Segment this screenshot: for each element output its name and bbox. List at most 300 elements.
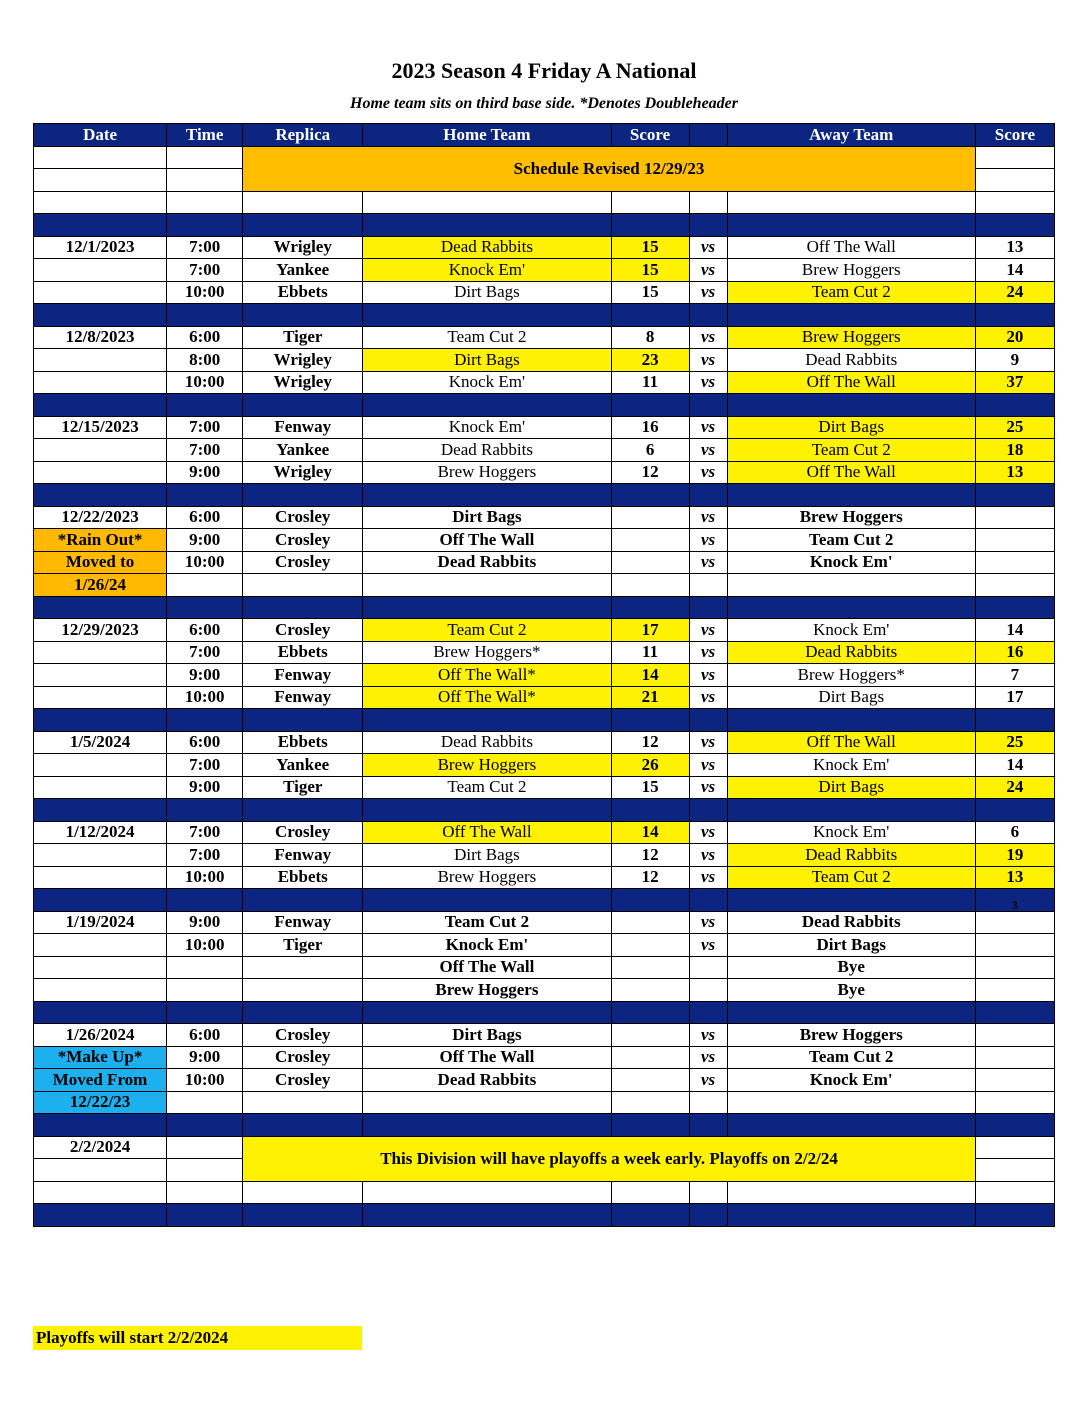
- game-row: [34, 754, 1055, 777]
- vs-label: vs: [689, 934, 727, 957]
- home-score: [611, 1024, 689, 1047]
- week-date: 1/5/2024: [34, 731, 167, 754]
- home-team: Dirt Bags: [363, 1024, 611, 1047]
- game-time: 9:00: [167, 911, 243, 934]
- game-time: 9:00: [167, 776, 243, 799]
- away-score: 14: [975, 754, 1054, 777]
- replica-field: [243, 956, 363, 979]
- game-row: [34, 506, 1055, 529]
- week-separator: [34, 394, 1055, 417]
- separator-cell: [727, 799, 975, 822]
- separator-cell: [34, 889, 167, 912]
- separator-cell: [689, 484, 727, 507]
- game-time: 10:00: [167, 551, 243, 574]
- separator-cell: [363, 1204, 611, 1227]
- empty-cell: [34, 146, 167, 169]
- home-score: 15: [611, 259, 689, 282]
- home-score: 12: [611, 844, 689, 867]
- game-time: 7:00: [167, 236, 243, 259]
- empty-cell: [167, 191, 243, 214]
- home-team: Brew Hoggers: [363, 461, 611, 484]
- separator-cell: [975, 394, 1054, 417]
- playoff-note: This Division will have playoffs a week early. Playoffs on 2/2/24: [243, 1136, 976, 1181]
- empty-cell: [34, 934, 167, 957]
- separator-cell: [363, 484, 611, 507]
- home-score: 26: [611, 754, 689, 777]
- replica-field: Crosley: [243, 1046, 363, 1069]
- game-row: [34, 461, 1055, 484]
- separator-cell: [727, 304, 975, 327]
- separator-cell: [975, 799, 1054, 822]
- separator-cell: [34, 1204, 167, 1227]
- away-score: [975, 911, 1054, 934]
- away-score: [975, 934, 1054, 957]
- home-score: 6: [611, 439, 689, 462]
- empty-cell: [975, 169, 1054, 192]
- revised-row: [34, 146, 1055, 169]
- separator-cell: [363, 1001, 611, 1024]
- home-team: Dead Rabbits: [363, 551, 611, 574]
- empty-cell: [975, 1159, 1054, 1182]
- away-score: 25: [975, 416, 1054, 439]
- empty-cell: [611, 1181, 689, 1204]
- game-time: 10:00: [167, 1069, 243, 1092]
- week-date: 12/15/2023: [34, 416, 167, 439]
- game-time: [167, 956, 243, 979]
- week-separator: [34, 889, 1055, 912]
- header-row: [34, 124, 1055, 147]
- away-score: 9: [975, 349, 1054, 372]
- separator-cell: 3: [975, 889, 1054, 912]
- vs-label: vs: [689, 1046, 727, 1069]
- home-score: 14: [611, 821, 689, 844]
- away-score: [975, 1024, 1054, 1047]
- game-time: 10:00: [167, 686, 243, 709]
- empty-cell: [727, 1181, 975, 1204]
- separator-cell: [611, 304, 689, 327]
- separator-cell: [975, 596, 1054, 619]
- vs-label: vs: [689, 416, 727, 439]
- home-score: 15: [611, 776, 689, 799]
- empty-cell: [34, 191, 167, 214]
- home-score: [611, 551, 689, 574]
- game-row: [34, 844, 1055, 867]
- home-team: Dirt Bags: [363, 506, 611, 529]
- separator-cell: [34, 596, 167, 619]
- game-time: 10:00: [167, 866, 243, 889]
- empty-cell: [363, 574, 611, 597]
- separator-cell: [611, 1114, 689, 1137]
- separator-cell: [34, 1114, 167, 1137]
- empty-cell: [167, 169, 243, 192]
- game-time: 7:00: [167, 821, 243, 844]
- empty-cell: [363, 191, 611, 214]
- away-team: Knock Em': [727, 1069, 975, 1092]
- empty-cell: [34, 776, 167, 799]
- home-team: Off The Wall: [363, 956, 611, 979]
- week-date: 1/19/2024: [34, 911, 167, 934]
- home-team: Dead Rabbits: [363, 236, 611, 259]
- home-team: Brew Hoggers: [363, 754, 611, 777]
- week-date: 12/1/2023: [34, 236, 167, 259]
- replica-field: Wrigley: [243, 371, 363, 394]
- vs-label: vs: [689, 776, 727, 799]
- away-team: Dead Rabbits: [727, 911, 975, 934]
- game-time: 10:00: [167, 371, 243, 394]
- game-row: [34, 1069, 1055, 1092]
- separator-cell: [611, 1204, 689, 1227]
- week-separator: [34, 214, 1055, 237]
- empty-cell: [34, 956, 167, 979]
- col-away-team: Away Team: [727, 124, 975, 147]
- game-time: 7:00: [167, 754, 243, 777]
- col-replica: Replica: [243, 124, 363, 147]
- separator-cell: [727, 596, 975, 619]
- separator-cell: [243, 1114, 363, 1137]
- game-row: [34, 866, 1055, 889]
- away-score: 14: [975, 259, 1054, 282]
- away-team: Off The Wall: [727, 461, 975, 484]
- empty-cell: [167, 1091, 243, 1114]
- home-team: Off The Wall*: [363, 664, 611, 687]
- separator-cell: [363, 799, 611, 822]
- away-team: Bye: [727, 956, 975, 979]
- empty-cell: [34, 281, 167, 304]
- empty-cell: [167, 574, 243, 597]
- away-score: 37: [975, 371, 1054, 394]
- separator-cell: [363, 394, 611, 417]
- vs-label: vs: [689, 236, 727, 259]
- separator-cell: [167, 214, 243, 237]
- empty-cell: [727, 1091, 975, 1114]
- away-team: Knock Em': [727, 551, 975, 574]
- game-row: [34, 1024, 1055, 1047]
- away-team: Off The Wall: [727, 236, 975, 259]
- separator-cell: [243, 709, 363, 732]
- empty-cell: [243, 1091, 363, 1114]
- separator-cell: [975, 1001, 1054, 1024]
- week-separator: [34, 304, 1055, 327]
- replica-field: Yankee: [243, 439, 363, 462]
- game-time: [167, 979, 243, 1002]
- game-time: 9:00: [167, 664, 243, 687]
- moved-label: 1/26/24: [34, 574, 167, 597]
- replica-field: Wrigley: [243, 236, 363, 259]
- blank-row: [34, 1181, 1055, 1204]
- week-separator: [34, 484, 1055, 507]
- separator-cell: [167, 596, 243, 619]
- separator-cell: [243, 799, 363, 822]
- home-team: Dead Rabbits: [363, 1069, 611, 1092]
- home-score: 14: [611, 664, 689, 687]
- separator-cell: [727, 1114, 975, 1137]
- game-time: 9:00: [167, 529, 243, 552]
- separator-cell: [727, 394, 975, 417]
- away-score: 24: [975, 281, 1054, 304]
- separator-cell: [243, 1001, 363, 1024]
- home-score: 8: [611, 326, 689, 349]
- replica-field: Ebbets: [243, 866, 363, 889]
- moved-label: 12/22/23: [34, 1091, 167, 1114]
- separator-cell: [243, 1204, 363, 1227]
- separator-cell: [611, 799, 689, 822]
- away-team: Team Cut 2: [727, 1046, 975, 1069]
- week-date: 1/12/2024: [34, 821, 167, 844]
- vs-label: vs: [689, 506, 727, 529]
- separator-cell: [727, 484, 975, 507]
- separator-cell: [34, 484, 167, 507]
- moved-label: Moved to: [34, 551, 167, 574]
- home-score: 12: [611, 731, 689, 754]
- page-subtitle: Home team sits on third base side. *Denotes Doubleheader: [350, 95, 738, 112]
- away-team: Brew Hoggers: [727, 259, 975, 282]
- empty-cell: [689, 191, 727, 214]
- game-time: 7:00: [167, 641, 243, 664]
- game-row: [34, 686, 1055, 709]
- away-score: 17: [975, 686, 1054, 709]
- game-row: [34, 574, 1055, 597]
- away-score: 19: [975, 844, 1054, 867]
- vs-label: vs: [689, 1069, 727, 1092]
- game-row: [34, 326, 1055, 349]
- game-time: 6:00: [167, 326, 243, 349]
- replica-field: Tiger: [243, 776, 363, 799]
- col-date: Date: [34, 124, 167, 147]
- away-team: Bye: [727, 979, 975, 1002]
- game-row: [34, 821, 1055, 844]
- game-row: [34, 281, 1055, 304]
- home-score: 11: [611, 641, 689, 664]
- home-team: Team Cut 2: [363, 776, 611, 799]
- vs-label: vs: [689, 821, 727, 844]
- vs-label: vs: [689, 866, 727, 889]
- separator-cell: [975, 1204, 1054, 1227]
- away-score: 24: [975, 776, 1054, 799]
- away-team: Dirt Bags: [727, 416, 975, 439]
- vs-label: vs: [689, 641, 727, 664]
- playoff-row: [34, 1136, 1055, 1159]
- vs-label: vs: [689, 439, 727, 462]
- separator-cell: [34, 709, 167, 732]
- schedule-table: [33, 123, 1055, 1227]
- empty-cell: [689, 1181, 727, 1204]
- game-time: 10:00: [167, 934, 243, 957]
- separator-cell: [243, 214, 363, 237]
- separator-cell: [611, 484, 689, 507]
- vs-label: vs: [689, 686, 727, 709]
- separator-cell: [34, 799, 167, 822]
- empty-cell: [34, 979, 167, 1002]
- col-vs: [689, 124, 727, 147]
- vs-label: vs: [689, 349, 727, 372]
- separator-cell: [34, 1001, 167, 1024]
- col-home-score: Score: [611, 124, 689, 147]
- away-team: Dead Rabbits: [727, 641, 975, 664]
- home-team: Brew Hoggers: [363, 979, 611, 1002]
- separator-cell: [727, 214, 975, 237]
- empty-cell: [243, 574, 363, 597]
- away-score: 6: [975, 821, 1054, 844]
- home-score: 12: [611, 866, 689, 889]
- separator-cell: [363, 889, 611, 912]
- away-team: Knock Em': [727, 619, 975, 642]
- separator-cell: [243, 304, 363, 327]
- vs-label: vs: [689, 529, 727, 552]
- separator-cell: [689, 1114, 727, 1137]
- home-score: 12: [611, 461, 689, 484]
- separator-cell: [34, 214, 167, 237]
- home-score: [611, 934, 689, 957]
- game-row: [34, 911, 1055, 934]
- separator-cell: [243, 394, 363, 417]
- game-row: [34, 731, 1055, 754]
- away-score: 20: [975, 326, 1054, 349]
- replica-field: Tiger: [243, 326, 363, 349]
- away-score: [975, 1046, 1054, 1069]
- away-score: [975, 979, 1054, 1002]
- week-separator: [34, 1204, 1055, 1227]
- vs-label: vs: [689, 259, 727, 282]
- home-score: [611, 1046, 689, 1069]
- week-separator: [34, 1114, 1055, 1137]
- game-time: 6:00: [167, 619, 243, 642]
- empty-cell: [34, 259, 167, 282]
- empty-cell: [34, 439, 167, 462]
- vs-label: vs: [689, 844, 727, 867]
- vs-label: vs: [689, 664, 727, 687]
- separator-cell: [727, 1001, 975, 1024]
- separator-cell: [167, 484, 243, 507]
- home-score: [611, 506, 689, 529]
- replica-field: Yankee: [243, 259, 363, 282]
- game-time: 6:00: [167, 506, 243, 529]
- away-score: 14: [975, 619, 1054, 642]
- away-team: Brew Hoggers*: [727, 664, 975, 687]
- replica-field: Crosley: [243, 506, 363, 529]
- vs-label: vs: [689, 281, 727, 304]
- away-team: Dead Rabbits: [727, 349, 975, 372]
- week-date: 2/2/2024: [34, 1136, 167, 1159]
- separator-cell: [689, 1204, 727, 1227]
- empty-cell: [167, 1181, 243, 1204]
- empty-cell: [34, 664, 167, 687]
- game-row: [34, 1091, 1055, 1114]
- week-date: 1/26/2024: [34, 1024, 167, 1047]
- empty-cell: [611, 191, 689, 214]
- game-row: [34, 529, 1055, 552]
- home-score: 23: [611, 349, 689, 372]
- empty-cell: [34, 1159, 167, 1182]
- home-team: Off The Wall: [363, 821, 611, 844]
- vs-label: vs: [689, 731, 727, 754]
- replica-field: Ebbets: [243, 731, 363, 754]
- game-row: [34, 439, 1055, 462]
- empty-cell: [363, 1091, 611, 1114]
- away-team: Team Cut 2: [727, 529, 975, 552]
- separator-cell: [363, 1114, 611, 1137]
- separator-cell: [243, 596, 363, 619]
- away-score: 7: [975, 664, 1054, 687]
- home-team: Team Cut 2: [363, 619, 611, 642]
- home-team: Dead Rabbits: [363, 731, 611, 754]
- replica-field: Crosley: [243, 1069, 363, 1092]
- game-row: [34, 664, 1055, 687]
- separator-cell: [611, 214, 689, 237]
- replica-field: Crosley: [243, 619, 363, 642]
- home-score: [611, 956, 689, 979]
- separator-cell: [975, 214, 1054, 237]
- away-score: [975, 956, 1054, 979]
- away-team: Team Cut 2: [727, 281, 975, 304]
- game-time: 8:00: [167, 349, 243, 372]
- game-row: [34, 979, 1055, 1002]
- home-team: Knock Em': [363, 416, 611, 439]
- week-date: 12/8/2023: [34, 326, 167, 349]
- home-score: [611, 911, 689, 934]
- moved-label: Moved From: [34, 1069, 167, 1092]
- vs-label: vs: [689, 619, 727, 642]
- empty-cell: [34, 754, 167, 777]
- replica-field: Fenway: [243, 664, 363, 687]
- away-score: [975, 551, 1054, 574]
- home-team: Knock Em': [363, 934, 611, 957]
- replica-field: Ebbets: [243, 281, 363, 304]
- separator-cell: [167, 709, 243, 732]
- separator-cell: [363, 596, 611, 619]
- home-score: [611, 979, 689, 1002]
- home-team: Knock Em': [363, 259, 611, 282]
- empty-cell: [975, 146, 1054, 169]
- away-score: 13: [975, 866, 1054, 889]
- home-team: Off The Wall*: [363, 686, 611, 709]
- moved-label: *Rain Out*: [34, 529, 167, 552]
- col-home-team: Home Team: [363, 124, 611, 147]
- separator-cell: [689, 304, 727, 327]
- game-time: 7:00: [167, 439, 243, 462]
- vs-label: vs: [689, 754, 727, 777]
- game-row: [34, 349, 1055, 372]
- vs-label: vs: [689, 371, 727, 394]
- replica-field: Fenway: [243, 911, 363, 934]
- home-team: Brew Hoggers: [363, 866, 611, 889]
- empty-cell: [34, 371, 167, 394]
- game-row: [34, 416, 1055, 439]
- empty-cell: [727, 191, 975, 214]
- separator-cell: [167, 394, 243, 417]
- away-score: 13: [975, 461, 1054, 484]
- separator-cell: [167, 889, 243, 912]
- separator-cell: [689, 799, 727, 822]
- separator-cell: [689, 889, 727, 912]
- home-team: Off The Wall: [363, 529, 611, 552]
- home-team: Team Cut 2: [363, 326, 611, 349]
- replica-field: Crosley: [243, 551, 363, 574]
- away-team: Brew Hoggers: [727, 506, 975, 529]
- empty-cell: [34, 169, 167, 192]
- game-time: 9:00: [167, 1046, 243, 1069]
- separator-cell: [727, 889, 975, 912]
- empty-cell: [243, 191, 363, 214]
- home-score: 15: [611, 236, 689, 259]
- home-score: 21: [611, 686, 689, 709]
- empty-cell: [975, 1181, 1054, 1204]
- vs-label: vs: [689, 461, 727, 484]
- separator-cell: [689, 596, 727, 619]
- game-time: 7:00: [167, 259, 243, 282]
- home-score: 15: [611, 281, 689, 304]
- replica-field: Yankee: [243, 754, 363, 777]
- separator-cell: [611, 1001, 689, 1024]
